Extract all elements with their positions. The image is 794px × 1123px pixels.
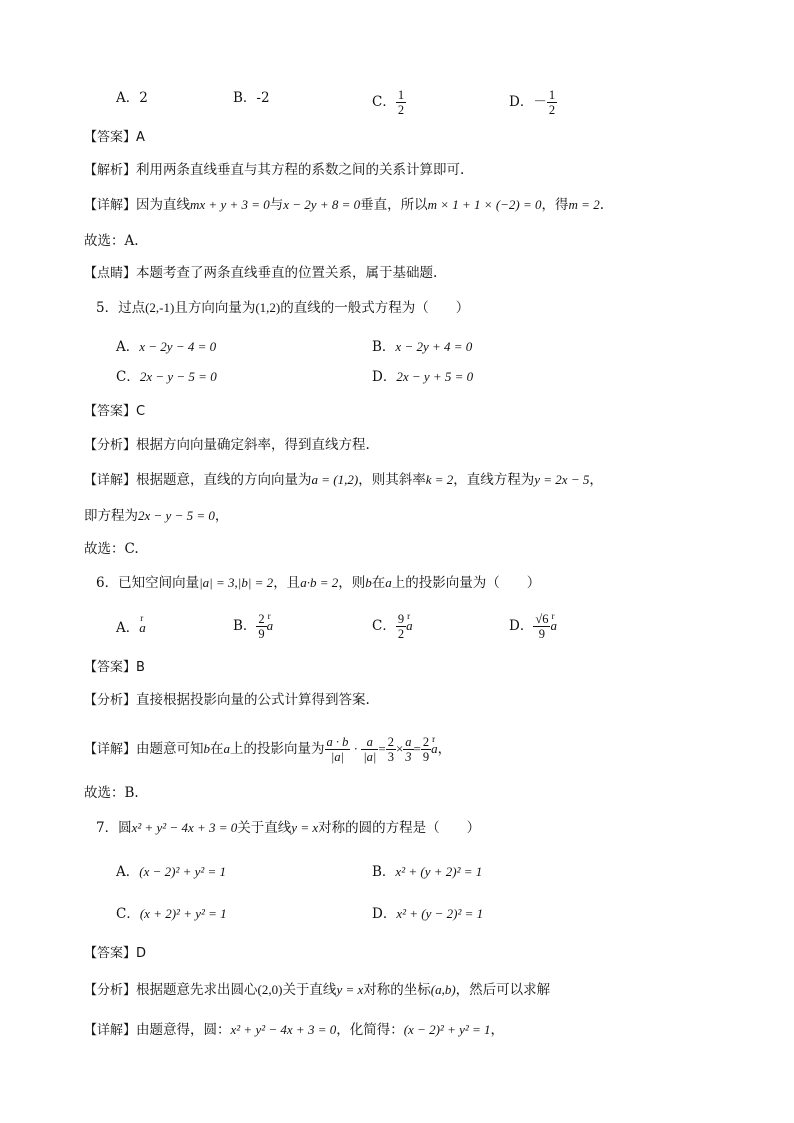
math-expr: |a| = 3,|b| = 2 [199,575,274,590]
option-math: x − 2y + 4 = 0 [395,339,473,354]
q6-option-b [233,612,273,641]
stem-text: 对称的圆的方程是（ ） [318,820,481,836]
q4-option-d-label: D．－ [509,94,547,110]
detail-tag: 【详解】 [84,1023,137,1038]
q4-choose: 故选：A. [84,233,139,249]
math-expr: (a,b) [430,982,456,997]
q5-stem [96,298,469,318]
q7-stem [96,818,480,838]
stem-text: 7．圆 [96,820,132,836]
q4-detail [84,195,604,216]
frac-numerator: 9 [397,612,405,626]
frac-denominator: 3 [387,750,394,764]
analysis-text: 直接根据投影向量的公式计算得到答案. [136,692,370,708]
q7-detail [84,1020,504,1041]
q6-option-d [509,612,557,641]
frac-denominator: |a| [363,750,377,764]
math-expr: b [203,741,211,756]
math-expr: a = (1,2) [311,472,359,487]
frac-numerator: 2 [387,735,394,749]
detail-text: 因为直线 [136,197,191,213]
stem-text: 且方向向量为 [174,300,256,316]
q5-option-b [372,337,472,357]
frac-denominator: |a| [330,750,345,764]
q6-option-c [372,612,413,641]
option-label: D． [372,906,397,922]
detail-text: 即方程为 [84,508,138,524]
vector-symbol: r a [431,739,438,759]
detail-text: ，化简得： [336,1022,404,1038]
math-expr: a·b = 2 [300,575,339,590]
analysis-text: 根据题意先求出圆心 [136,982,258,998]
q6-analysis [84,690,370,711]
frac-denominator: 9 [258,627,265,641]
option-math: x − 2y − 4 = 0 [139,339,217,354]
math-expr: mx + y + 3 = 0 [190,197,270,212]
q5-analysis [84,435,370,456]
option-math: x² + (y + 2)² = 1 [395,864,483,879]
math-expr: y = x [291,820,319,835]
q4-option-a: A．2 [116,90,148,106]
projection-fraction [325,735,351,764]
detail-text: ， [437,741,452,757]
equals-sign: = [413,741,421,756]
stem-text: 上的投影向量为（ ） [391,575,541,591]
math-expr: x² + y² − 4x + 3 = 0 [230,1022,337,1037]
analysis-tag: 【分析】 [84,693,137,708]
equals-sign: = [378,741,386,756]
detail-tag: 【详解】 [84,473,137,488]
math-expr: (1,2) [255,300,281,315]
option-label: A． [116,620,140,636]
q4-option-d-fraction [547,88,557,117]
detail-tag: 【详解】 [84,742,137,757]
math-expr: k = 2 [425,472,454,487]
vector-symbol: r a [550,616,557,636]
q7-option-d [372,904,483,924]
option-label: A． [116,864,140,880]
analysis-text: 对称的坐标 [363,982,431,998]
math-expr: b [365,575,372,590]
math-expr: (x − 2)² + y² = 1 [403,1022,491,1037]
vector-fraction [403,735,413,764]
q4-option-c-fraction [396,88,406,117]
math-expr: (2,-1) [145,300,175,315]
frac-numerator: a [405,735,412,749]
detail-text: 根据题意，直线的方向向量为 [136,472,312,488]
option-math: 2x − y − 5 = 0 [139,369,217,384]
q5-detail [84,470,603,491]
detail-text: ，直线方程为 [453,472,535,488]
math-expr: 2x − y − 5 = 0 [138,508,215,523]
stem-text: 6．已知空间向量 [96,575,200,591]
option-fraction [256,612,266,641]
analysis-text: 根据方向向量确定斜率，得到直线方程. [136,437,370,453]
vector-symbol: r a [406,616,413,636]
frac-denominator: 2 [397,103,405,117]
q5-choose: 故选：C. [84,541,139,557]
detail-text: 由题意可知 [136,741,204,757]
math-expr: x − 2y + 8 = 0 [283,197,361,212]
option-label: D． [509,618,534,634]
q5-answer: 【答案】C [84,404,146,419]
q4-option-d [509,88,557,117]
q5-option-a [116,337,216,357]
q4-option-b: B．-2 [233,90,270,106]
frac-denominator: 2 [397,627,405,641]
frac-denominator: 9 [538,627,546,641]
option-label: A． [116,339,140,355]
detail-text: ， [214,508,229,524]
stem-text: 关于直线 [237,820,292,836]
frac-numerator: 1 [397,88,405,102]
detail-text: 垂直，所以 [360,197,428,213]
option-label: B． [372,864,396,880]
frac-numerator: a · b [326,735,349,749]
frac-numerator: 2 [422,735,430,749]
frac-numerator: √6 [535,612,549,626]
option-label: C． [372,618,396,634]
math-expr: x² + y² − 4x + 3 = 0 [131,820,238,835]
q6-option-a [116,618,146,638]
q4-answer: 【答案】A [84,130,145,145]
option-math: 2x − y + 5 = 0 [396,369,474,384]
detail-text: 上的投影向量为 [230,741,325,757]
detail-text: ， [589,472,603,488]
frac-denominator: 2 [548,103,556,117]
q5-detail-line2 [84,506,228,526]
analysis-tag: 【分析】 [84,983,137,998]
analysis-tag: 【解析】 [84,163,137,178]
option-fraction [533,612,550,641]
option-math: (x − 2)² + y² = 1 [139,864,227,879]
analysis-text: 关于直线 [282,982,337,998]
option-fraction [396,612,406,641]
option-label: D． [372,369,397,385]
analysis-text: ，然后可以求解 [455,982,551,998]
math-expr: m = 2 [568,197,600,212]
math-expr: y = x [336,982,364,997]
q7-option-c [116,904,227,924]
analysis-tag: 【分析】 [84,438,137,453]
math-expr: a [223,741,231,756]
coefficient-fraction [386,735,396,764]
math-expr: y = 2x − 5 [534,472,590,487]
q4-analysis [84,160,464,181]
option-math: r a [139,618,146,638]
option-label: C． [116,369,140,385]
math-expr: (2,0) [257,982,283,997]
analysis-text: 利用两条直线垂直与其方程的系数之间的关系计算即可. [136,162,465,178]
q6-detail: 【详解】由题意可知b在a上的投影向量为 $\frac{a \cdot b}{|a|}$ · $\frac{a}{|a|}$ = $\frac{2}{3}$ × $\frac{a}{3}$ = $\frac{2}{9}$ r a， [84,735,451,764]
q4-option-c-label: C． [372,94,396,110]
frac-numerator: a [361,735,378,750]
result-fraction [421,735,431,764]
comment-text: 本题考查了两条直线垂直的位置关系，属于基础题. [136,265,438,281]
math-expr: m × 1 + 1 × (−2) = 0 [427,197,542,212]
frac-numerator: 2 [258,612,265,626]
q7-analysis [84,980,550,1001]
comment-tag: 【点睛】 [84,266,137,281]
q7-option-a [116,862,226,882]
q7-option-b [372,862,482,882]
detail-text: ， [490,1022,505,1038]
option-label: C． [116,906,140,922]
option-math: x² + (y − 2)² = 1 [396,906,484,921]
q6-choose: 故选：B. [84,785,139,801]
detail-text: . [599,197,605,213]
unit-vector-fraction [361,735,378,764]
detail-text: ，得 [541,197,569,213]
stem-text: ，则 [338,575,366,591]
detail-text: 由题意得，圆： [136,1022,231,1038]
stem-text: 5．过点 [96,300,146,316]
stem-text: 在 [371,575,386,591]
q4-option-c [372,88,406,117]
q6-stem [96,573,540,593]
q7-answer: 【答案】D [84,946,147,961]
option-label: B． [372,339,396,355]
option-math: (x + 2)² + y² = 1 [139,906,227,921]
q6-answer: 【答案】B [84,660,145,675]
stem-text: ，且 [273,575,301,591]
q4-comment [84,263,437,284]
frac-denominator: 9 [422,750,430,764]
frac-denominator: 3 [405,750,412,764]
stem-text: 的直线的一般式方程为（ ） [280,300,470,316]
times-sign: × [395,741,404,756]
detail-tag: 【详解】 [84,198,137,213]
frac-numerator: 1 [548,88,556,102]
detail-text: ，则其斜率 [358,472,426,488]
detail-text: 在 [210,741,224,757]
math-expr: a [385,575,392,590]
detail-text: 与 [269,197,284,213]
q5-option-d [372,367,473,387]
q5-option-c [116,367,217,387]
vector-symbol: r a [267,616,274,636]
option-label: B． [233,618,257,634]
